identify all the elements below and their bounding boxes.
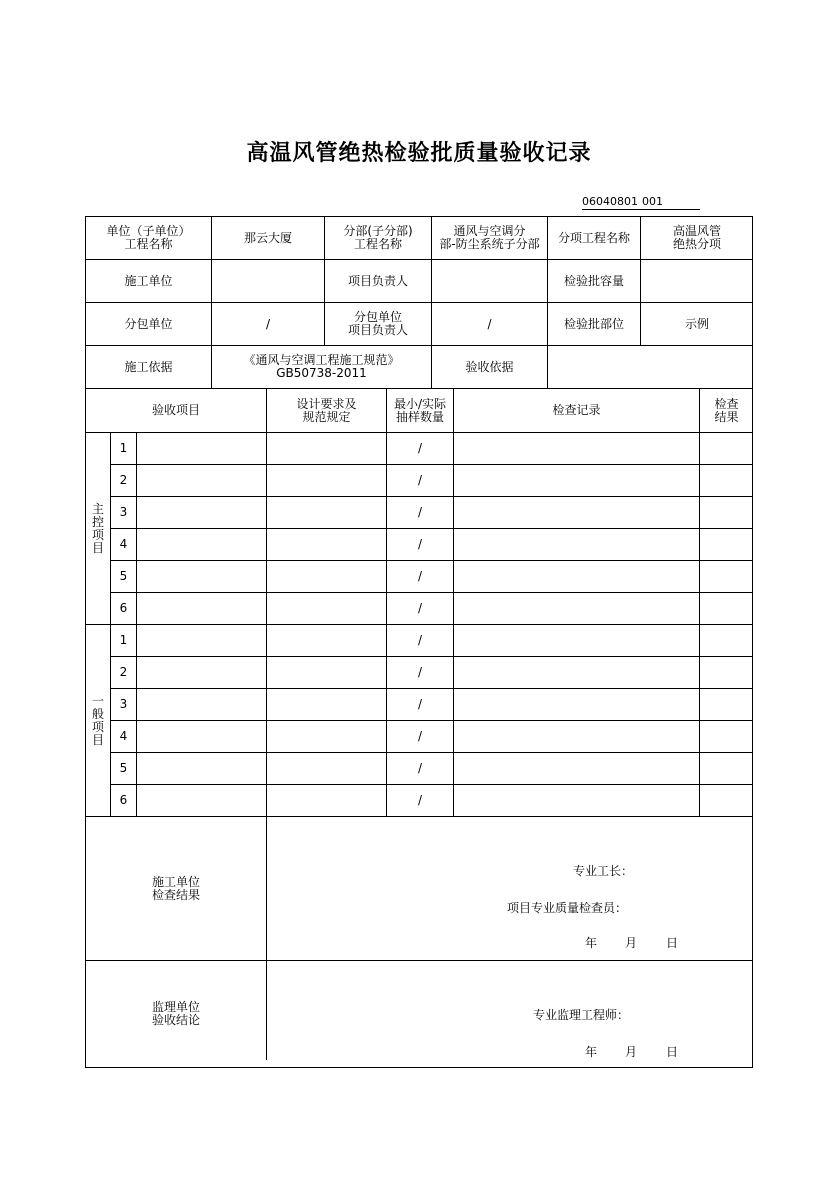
form-code xyxy=(582,195,700,210)
sub-pm-value[interactable]: / xyxy=(487,316,492,331)
col-item-header: 验收项目 xyxy=(151,403,200,417)
row-number: 2 xyxy=(119,665,128,679)
grid-line xyxy=(699,388,700,816)
general-group-label: 一般项目 xyxy=(91,693,104,747)
row-sample[interactable]: / xyxy=(417,697,423,711)
capacity-value[interactable] xyxy=(641,260,753,302)
unit-label: 单位（子单位） 工程名称 xyxy=(106,224,191,251)
engineer-label: 专业监理工程师： xyxy=(533,1008,630,1022)
row-sample[interactable]: / xyxy=(417,473,423,487)
row-number: 5 xyxy=(119,761,128,775)
capacity-label: 检验批容量 xyxy=(563,273,624,288)
contractor-date-month: 月 xyxy=(625,936,638,950)
division-label: 分部(子分部) 工程名称 xyxy=(343,224,413,251)
subcontractor-value[interactable]: / xyxy=(265,316,271,331)
row-sample[interactable]: / xyxy=(417,537,423,551)
row-sample[interactable]: / xyxy=(417,729,423,743)
supervisor-date-year: 年 xyxy=(585,1045,598,1059)
pm-value[interactable] xyxy=(432,260,547,302)
row-sample[interactable]: / xyxy=(417,633,423,647)
acceptance-basis-label: 验收依据 xyxy=(465,359,514,374)
col-design-header: 设计要求及 规范规定 xyxy=(296,396,357,424)
row-number: 1 xyxy=(119,441,128,455)
contractor-date-year: 年 xyxy=(585,936,598,950)
row-number: 4 xyxy=(119,729,128,743)
item-label: 分项工程名称 xyxy=(557,230,630,245)
grid-line xyxy=(453,388,454,816)
form-code-number: 06040801 xyxy=(582,195,638,208)
row-number: 5 xyxy=(119,569,128,583)
supervisor-date-month: 月 xyxy=(625,1045,638,1059)
location-label: 检验批部位 xyxy=(563,316,624,331)
row-sample[interactable]: / xyxy=(417,793,423,807)
row-sample[interactable]: / xyxy=(417,505,423,519)
row-sample[interactable]: / xyxy=(417,761,423,775)
row-number: 1 xyxy=(119,633,128,647)
inspector-label: 项目专业质量检查员： xyxy=(507,901,628,915)
supervisor-check-label: 监理单位 验收结论 xyxy=(151,1000,200,1027)
row-number: 3 xyxy=(119,697,128,711)
grid-line xyxy=(136,432,137,816)
row-number: 4 xyxy=(119,537,128,551)
acceptance-basis-value[interactable] xyxy=(548,346,753,388)
sub-pm-label: 分包单位 项目负责人 xyxy=(347,310,408,337)
contractor-label: 施工单位 xyxy=(124,273,173,288)
basis-label: 施工依据 xyxy=(124,359,173,374)
row-number: 6 xyxy=(119,601,128,615)
col-result-header: 检查 结果 xyxy=(714,396,739,424)
col-sample-header: 最小/实际 抽样数量 xyxy=(393,396,447,424)
row-sample[interactable]: / xyxy=(417,601,423,615)
col-record-header: 检查记录 xyxy=(552,403,601,417)
unit-value: 那云大厦 xyxy=(243,230,292,245)
foreman-label: 专业工长： xyxy=(573,864,634,878)
row-sample[interactable]: / xyxy=(417,441,423,455)
grid-line xyxy=(266,388,267,1060)
form-title: 高温风管绝热检验批质量验收记录 xyxy=(246,140,592,166)
row-number: 3 xyxy=(119,505,128,519)
row-sample[interactable]: / xyxy=(417,665,423,679)
contractor-check-label: 施工单位 检查结果 xyxy=(151,874,200,902)
contractor-date-day: 日 xyxy=(666,936,679,950)
item-value: 高温风管 绝热分项 xyxy=(672,224,721,251)
row-sample[interactable]: / xyxy=(417,569,423,583)
supervisor-date-day: 日 xyxy=(666,1045,679,1059)
subcontractor-label: 分包单位 xyxy=(124,316,173,331)
main-control-group-label: 主控项目 xyxy=(91,501,104,555)
row-number: 2 xyxy=(119,473,128,487)
form-serial-number: 001 xyxy=(642,195,663,208)
division-value: 通风与空调分 部-防尘系统子分部 xyxy=(439,224,540,251)
contractor-value[interactable] xyxy=(212,260,324,302)
row-number: 6 xyxy=(119,793,128,807)
pm-label: 项目负责人 xyxy=(347,273,408,288)
basis-value[interactable]: 《通风与空调工程施工规范》 GB50738-2011 xyxy=(243,353,400,380)
location-value[interactable]: 示例 xyxy=(684,316,709,331)
